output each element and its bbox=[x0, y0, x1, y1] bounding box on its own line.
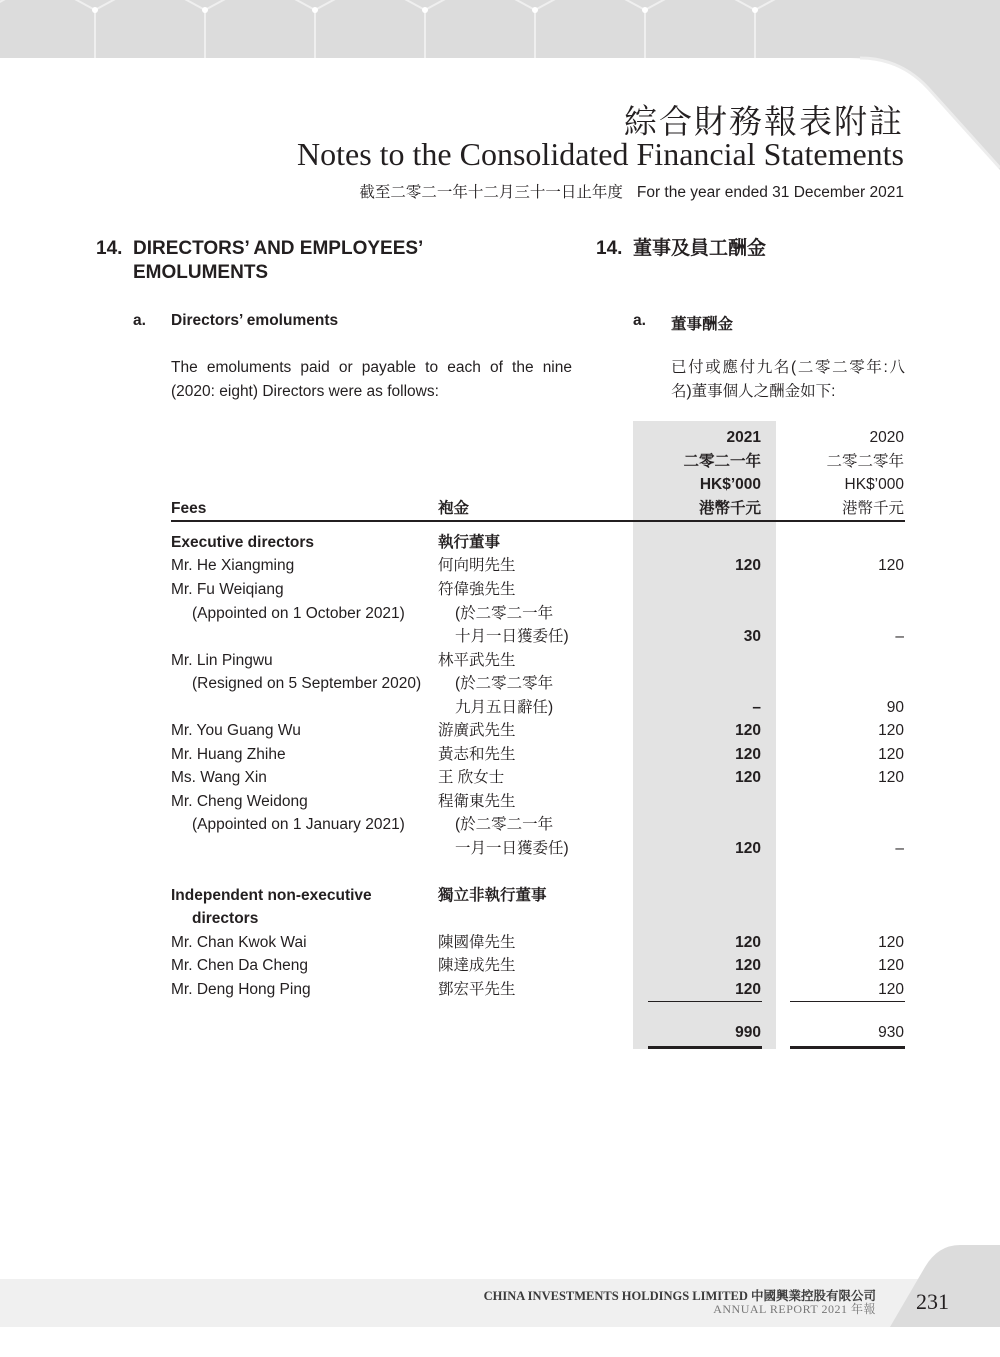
fee-2020: 120 bbox=[878, 746, 904, 763]
intro-paragraph-cn bbox=[671, 356, 905, 404]
ined-heading: Independent non-executive bbox=[171, 887, 372, 904]
fee-2020: – bbox=[895, 840, 904, 857]
period-chinese: 截至二零二一年十二月三十一日止年度 bbox=[359, 184, 623, 201]
fee-2020: 120 bbox=[878, 557, 904, 574]
col-2021-year: 2021 bbox=[726, 429, 761, 446]
intro-cn-line-1: 已付或應付九名(二零二零年:八 bbox=[671, 359, 905, 376]
fee-2020: 120 bbox=[878, 722, 904, 739]
exec-heading: Executive directors bbox=[171, 534, 315, 551]
director-note-cn: (於二零二一年 bbox=[455, 605, 554, 622]
director-note: (Appointed on 1 October 2021) bbox=[192, 605, 405, 622]
subsection-marker-cn: a. bbox=[633, 312, 646, 329]
fee-2021: 120 bbox=[735, 557, 761, 574]
fee-2020: – bbox=[895, 628, 904, 645]
fee-2021: 120 bbox=[735, 746, 761, 763]
page-title: Notes to the Consolidated Financial Statements bbox=[296, 136, 904, 172]
col-2020-year: 2020 bbox=[869, 429, 904, 446]
director-note: (Appointed on 1 January 2021) bbox=[192, 816, 405, 833]
intro-line-2: (2020: eight) Directors were as follows: bbox=[171, 383, 439, 400]
fees-label-cn: 袍金 bbox=[438, 500, 470, 517]
col-2020-unit: HK$’000 bbox=[844, 476, 904, 493]
page-number: 231 bbox=[916, 1289, 949, 1314]
section-number: 14. bbox=[96, 238, 123, 259]
director-name-cn: 程衛東先生 bbox=[438, 793, 516, 810]
section-title-cn: 董事及員工酬金 bbox=[633, 238, 767, 259]
subtotal-rule-2021 bbox=[648, 1001, 762, 1002]
col-2020-unit-cn: 港幣千元 bbox=[841, 500, 904, 517]
intro-cn-line-2: 名)董事個人之酬金如下: bbox=[671, 383, 836, 400]
section-number-cn: 14. bbox=[596, 238, 623, 259]
fee-2020: 90 bbox=[886, 699, 904, 716]
director-name-cn: 黃志和先生 bbox=[438, 746, 516, 763]
total-2021: 990 bbox=[735, 1024, 761, 1041]
col-2020-year-cn: 二零二零年 bbox=[826, 453, 904, 470]
director-name: Mr. You Guang Wu bbox=[171, 722, 301, 739]
director-note-cn: (於二零二零年 bbox=[455, 675, 554, 692]
fee-2020: 120 bbox=[878, 769, 904, 786]
subsection-title: Directors’ emoluments bbox=[171, 312, 339, 329]
director-name: Mr. He Xiangming bbox=[171, 557, 295, 574]
director-name-cn: 陳國偉先生 bbox=[438, 934, 516, 951]
fee-2021: 120 bbox=[735, 981, 761, 998]
director-name-cn: 林平武先生 bbox=[438, 652, 516, 669]
intro-paragraph bbox=[171, 356, 572, 404]
director-name-cn: 鄧宏平先生 bbox=[438, 981, 516, 998]
fee-2020: 120 bbox=[878, 981, 904, 998]
subtotal-rule-2020 bbox=[790, 1001, 905, 1002]
fee-2021: 120 bbox=[735, 934, 761, 951]
director-name: Mr. Cheng Weidong bbox=[171, 793, 308, 810]
director-name-cn: 何向明先生 bbox=[438, 557, 516, 574]
period-english: For the year ended 31 December 2021 bbox=[636, 184, 904, 201]
header-rule bbox=[171, 520, 905, 522]
director-note: (Resigned on 5 September 2020) bbox=[192, 675, 422, 692]
section-heading-chinese bbox=[596, 237, 916, 261]
director-name-cn: 游廣武先生 bbox=[438, 722, 516, 739]
fee-2020: 120 bbox=[878, 934, 904, 951]
director-name: Mr. Huang Zhihe bbox=[171, 746, 286, 763]
subsection-title-cn: 董事酬金 bbox=[671, 316, 734, 333]
director-name: Mr. Deng Hong Ping bbox=[171, 981, 311, 998]
director-name: Mr. Chen Da Cheng bbox=[171, 957, 308, 974]
fee-2020: 120 bbox=[878, 957, 904, 974]
total-2020: 930 bbox=[878, 1024, 904, 1041]
col-2021-unit-cn: 港幣千元 bbox=[698, 500, 761, 517]
footer-company: CHINA INVESTMENTS HOLDINGS LIMITED 中國興業控股有限公司 bbox=[483, 1289, 876, 1303]
fee-2021: 120 bbox=[735, 722, 761, 739]
director-note-cn: (於二零二一年 bbox=[455, 816, 554, 833]
director-name: Mr. Fu Weiqiang bbox=[171, 581, 284, 598]
col-2021-year-cn: 二零二一年 bbox=[683, 453, 761, 470]
director-name-cn: 王 欣女士 bbox=[438, 769, 505, 786]
fee-2021: 120 bbox=[735, 840, 761, 857]
subsection-marker: a. bbox=[133, 312, 146, 329]
director-name: Ms. Wang Xin bbox=[171, 769, 267, 786]
section-title-line-1: DIRECTORS’ AND EMPLOYEES’ bbox=[133, 238, 424, 259]
page-title-chinese: 綜合財務報表附註 bbox=[624, 102, 904, 141]
fees-label: Fees bbox=[171, 500, 207, 517]
fee-2021: 120 bbox=[735, 957, 761, 974]
director-name-cn: 符偉強先生 bbox=[438, 581, 516, 598]
director-note-cn: 九月五日辭任) bbox=[455, 699, 554, 716]
section-title-line-2: EMOLUMENTS bbox=[133, 262, 269, 283]
ined-heading-cn: 獨立非執行董事 bbox=[438, 887, 547, 904]
fee-2021: – bbox=[752, 699, 761, 716]
total-rule-2020 bbox=[790, 1046, 905, 1049]
director-note-cn: 十月一日獲委任) bbox=[455, 628, 569, 645]
fee-2021: 30 bbox=[743, 628, 761, 645]
director-name: Mr. Lin Pingwu bbox=[171, 652, 273, 669]
fee-2021: 120 bbox=[735, 769, 761, 786]
director-note-cn: 一月一日獲委任) bbox=[455, 840, 569, 857]
director-name-cn: 陳達成先生 bbox=[438, 957, 516, 974]
section-heading-english bbox=[96, 237, 496, 285]
col-2021-unit: HK$’000 bbox=[699, 476, 761, 493]
director-name: Mr. Chan Kwok Wai bbox=[171, 934, 307, 951]
intro-line-1: The emoluments paid or payable to each of the nine bbox=[171, 359, 572, 376]
footer-report: ANNUAL REPORT 2021 年報 bbox=[713, 1302, 876, 1316]
period-subtitle bbox=[359, 180, 904, 202]
exec-heading-cn: 執行董事 bbox=[438, 534, 501, 551]
ined-heading-line-2: directors bbox=[192, 910, 259, 927]
total-rule-2021 bbox=[648, 1046, 762, 1049]
